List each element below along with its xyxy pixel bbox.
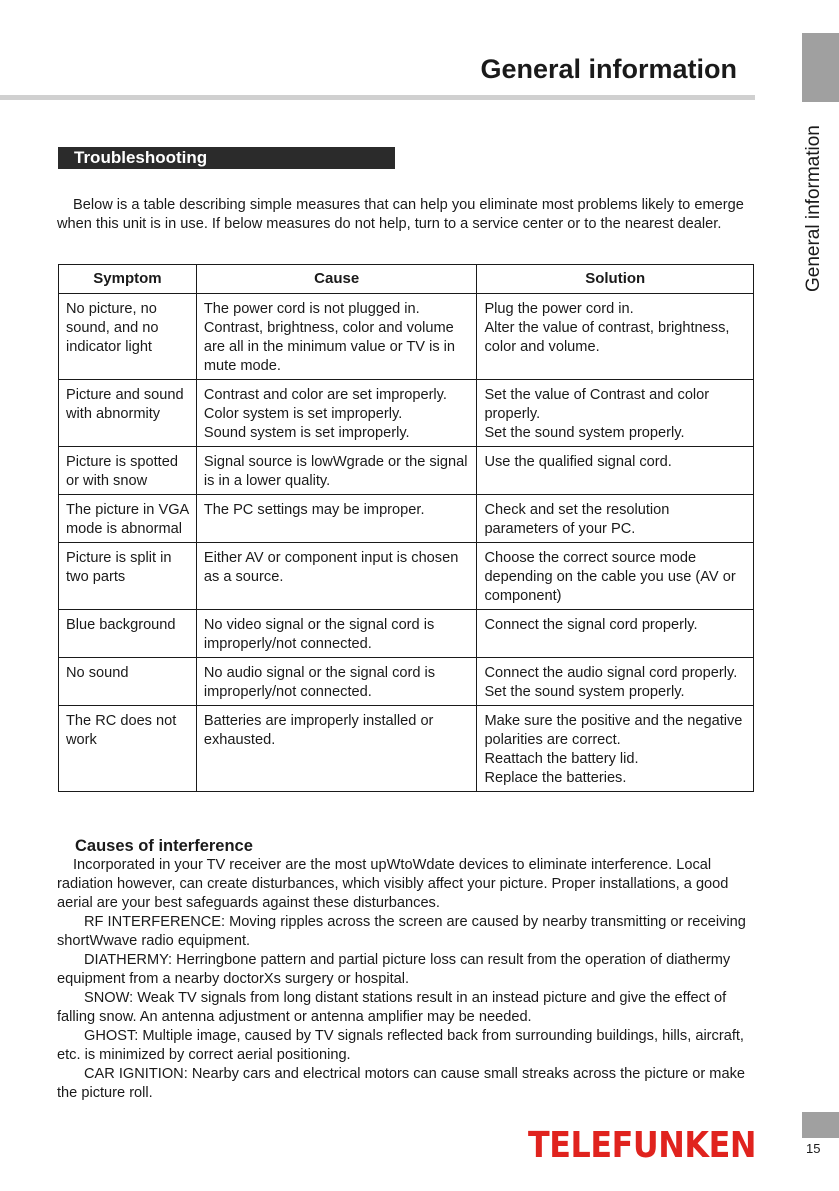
header-symptom: Symptom xyxy=(59,265,197,294)
cause-text: Signal source is lowWgrade or the signal is in a lower quality. xyxy=(203,454,468,489)
interference-paragraph: GHOST: Multiple image, caused by TV signals reflected back from surrounding buildings, hills, aircraft, etc. is minimized by correct aerial positioning. xyxy=(57,1028,744,1063)
solution-text: Replace the batteries. xyxy=(484,770,627,786)
symptom-text: No sound xyxy=(66,665,129,681)
symptom-cell xyxy=(59,447,197,495)
title-rule xyxy=(0,95,755,100)
table-row xyxy=(59,495,754,543)
cause-text: Batteries are improperly installed or exhausted. xyxy=(203,713,434,748)
symptom-text: The picture in VGA mode is abnormal xyxy=(66,502,189,537)
solution-text: Plug the power cord in. xyxy=(484,301,634,317)
symptom-text: Picture is split in two parts xyxy=(66,550,172,585)
header-solution: Solution xyxy=(477,265,754,294)
brand-logo-text: TELEFUNKEN xyxy=(528,1125,756,1166)
cause-text: The PC settings may be improper. xyxy=(203,502,425,518)
solution-cell xyxy=(477,380,754,447)
symptom-text: Blue background xyxy=(66,617,176,633)
symptom-cell xyxy=(59,706,197,792)
solution-cell xyxy=(477,294,754,380)
interference-paragraph: DIATHERMY: Herringbone pattern and partial picture loss can result from the operation of diathermy equipment from a nearby doctorXs surgery or hospital. xyxy=(57,952,731,987)
table-row xyxy=(59,658,754,706)
interference-paragraph: SNOW: Weak TV signals from long distant stations result in an instead picture and give the effect of falling snow. An antenna adjustment or antenna amplifier may be needed. xyxy=(57,990,727,1025)
section-heading-troubleshooting: Troubleshooting xyxy=(58,147,395,169)
cause-cell xyxy=(196,610,477,658)
solution-cell xyxy=(477,658,754,706)
table-body xyxy=(59,294,754,792)
symptom-cell xyxy=(59,543,197,610)
cause-text: No audio signal or the signal cord is improperly/not connected. xyxy=(203,665,436,700)
table-row xyxy=(59,706,754,792)
interference-paragraph: CAR IGNITION: Nearby cars and electrical motors can cause small streaks across the picture or make the picture roll. xyxy=(57,1066,745,1101)
solution-text: Use the qualified signal cord. xyxy=(484,454,672,470)
page-title: General information xyxy=(480,54,737,84)
table-header-row xyxy=(59,265,754,294)
solution-text: Reattach the battery lid. xyxy=(484,751,639,767)
interference-paragraph: Incorporated in your TV receiver are the most upWtoWdate devices to eliminate interference. Local radiation however, can create disturbances, which visibly affect your picture. Proper installations, a good aerial are your best safeguards against these disturbances. xyxy=(57,857,729,911)
symptom-text: Picture is spotted or with snow xyxy=(66,454,178,489)
table-row xyxy=(59,543,754,610)
cause-cell xyxy=(196,543,477,610)
symptom-cell xyxy=(59,380,197,447)
table-row xyxy=(59,610,754,658)
cause-cell xyxy=(196,658,477,706)
solution-text: Check and set the resolution parameters of your PC. xyxy=(484,502,670,537)
troubleshooting-table xyxy=(58,264,754,792)
symptom-cell xyxy=(59,294,197,380)
cause-text: Either AV or component input is chosen as a source. xyxy=(203,550,459,585)
cause-text: Color system is set improperly. xyxy=(203,406,403,422)
table-row xyxy=(59,294,754,380)
header-cause: Cause xyxy=(196,265,477,294)
solution-cell xyxy=(477,543,754,610)
interference-paragraph: RF INTERFERENCE: Moving ripples across the screen are caused by nearby transmitting or receiving shortWwave radio equipment. xyxy=(57,914,746,949)
telefunken-logo xyxy=(528,1122,756,1166)
cause-cell xyxy=(196,380,477,447)
table-row xyxy=(59,447,754,495)
solution-cell xyxy=(477,447,754,495)
symptom-text: Picture and sound with abnormity xyxy=(66,387,184,422)
page-tab-marker xyxy=(802,1112,839,1138)
symptom-cell xyxy=(59,610,197,658)
interference-heading: Causes of interference xyxy=(75,837,253,855)
cause-text: No video signal or the signal cord is improperly/not connected. xyxy=(203,617,435,652)
solution-text: Set the sound system properly. xyxy=(484,684,685,700)
intro-paragraph: Below is a table describing simple measures that can help you eliminate most problems likely to emerge when this unit is in use. If below measures do not help, turn to a service center or to the nearest dealer. xyxy=(57,197,744,232)
symptom-cell xyxy=(59,658,197,706)
symptom-text: No picture, no sound, and no indicator light xyxy=(66,301,159,355)
cause-cell xyxy=(196,495,477,543)
cause-text: The power cord is not plugged in. xyxy=(203,301,420,317)
solution-text: Connect the signal cord properly. xyxy=(484,617,698,633)
solution-text: Set the value of Contrast and color properly. xyxy=(484,387,710,422)
solution-text: Alter the value of contrast, brightness, color and volume. xyxy=(484,320,730,355)
page-number: 15 xyxy=(806,1141,821,1156)
symptom-cell xyxy=(59,495,197,543)
cause-text: Contrast and color are set improperly. xyxy=(203,387,447,403)
side-section-label: General information xyxy=(803,125,824,292)
cause-cell xyxy=(196,447,477,495)
cause-cell xyxy=(196,706,477,792)
cause-cell xyxy=(196,294,477,380)
solution-cell xyxy=(477,706,754,792)
solution-cell xyxy=(477,610,754,658)
solution-text: Choose the correct source mode depending on the cable you use (AV or component) xyxy=(484,550,736,604)
cause-text: Sound system is set improperly. xyxy=(203,425,410,441)
side-tab-marker xyxy=(802,33,839,102)
cause-text: Contrast, brightness, color and volume are all in the minimum value or TV is in mute mode. xyxy=(203,320,456,374)
symptom-text: The RC does not work xyxy=(66,713,177,748)
solution-text: Set the sound system properly. xyxy=(484,425,685,441)
table-row xyxy=(59,380,754,447)
solution-text: Connect the audio signal cord properly. xyxy=(484,665,738,681)
interference-section xyxy=(57,836,757,1103)
solution-text: Make sure the positive and the negative polarities are correct. xyxy=(484,713,743,748)
solution-cell xyxy=(477,495,754,543)
